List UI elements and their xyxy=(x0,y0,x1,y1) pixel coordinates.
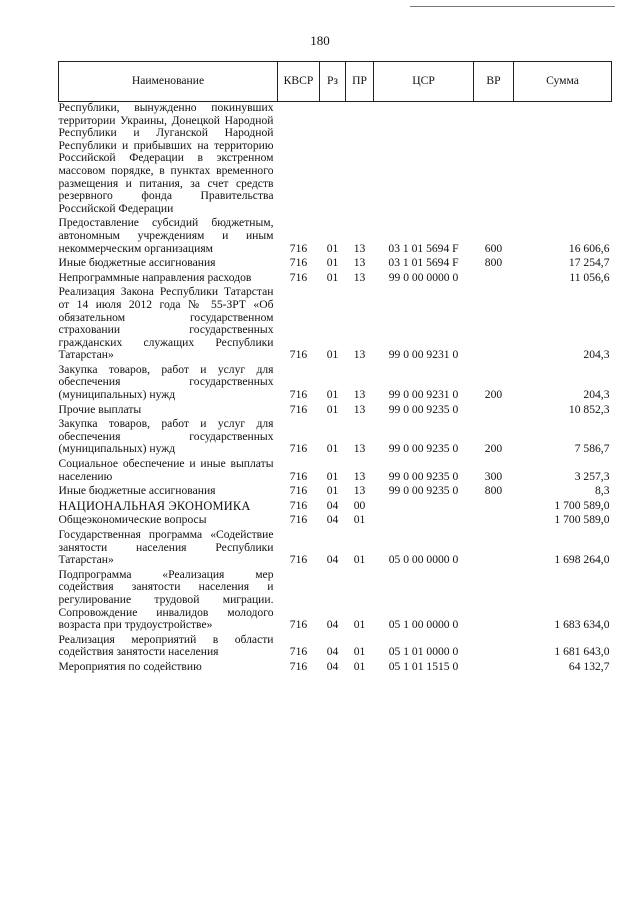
column-header-rz: Рз xyxy=(320,62,346,102)
top-rule xyxy=(410,6,615,7)
row-rz: 01 xyxy=(326,388,339,402)
column-header-kvsr: КВСР xyxy=(278,62,320,102)
row-rz: 01 xyxy=(326,270,339,284)
row-name: Иные бюджетные ассигнования xyxy=(58,256,216,270)
row-rz: 01 xyxy=(326,348,339,362)
row-kvsr: 716 xyxy=(289,513,308,527)
table-row xyxy=(59,102,612,218)
row-rz: 04 xyxy=(326,553,339,567)
row-kvsr xyxy=(278,102,320,218)
row-kvsr: 716 xyxy=(289,618,308,632)
row-name: Закупка товаров, работ и услуг для обеспечения государственных (муниципальных) нужд xyxy=(58,362,274,402)
row-vr xyxy=(474,514,514,529)
row-rz: 04 xyxy=(326,513,339,527)
row-kvsr: 716 xyxy=(289,645,308,659)
row-name: Подпрограмма «Реализация мер содействия занятости населения и регулирование трудовой миграции. Сопровождение инвалидов молодого возраста при трудоустройстве» xyxy=(58,567,274,632)
row-rz: 04 xyxy=(326,659,339,673)
table-row xyxy=(59,404,612,419)
row-rz: 04 xyxy=(326,645,339,659)
row-kvsr: 716 xyxy=(289,402,308,416)
row-sum: 11 056,6 xyxy=(569,270,610,284)
row-csr: 05 1 01 0000 0 xyxy=(388,645,459,659)
row-vr: 200 xyxy=(484,442,503,456)
table-row xyxy=(59,634,612,661)
row-sum: 17 254,7 xyxy=(568,256,610,270)
table-row xyxy=(59,286,612,364)
row-csr: 05 1 00 0000 0 xyxy=(388,618,459,632)
row-name: Реализация мероприятий в области содействия занятости населения xyxy=(58,632,274,659)
row-vr xyxy=(474,529,514,569)
row-pr: 01 xyxy=(353,645,366,659)
row-sum: 10 852,3 xyxy=(568,402,610,416)
row-pr: 01 xyxy=(353,553,366,567)
row-csr: 99 0 00 9235 0 xyxy=(388,442,459,456)
row-kvsr: 716 xyxy=(289,270,308,284)
row-name: Закупка товаров, работ и услуг для обеспечения государственных (муниципальных) нужд xyxy=(58,417,274,456)
row-name: Социальное обеспечение и иные выплаты населению xyxy=(58,457,274,483)
row-name: Прочие выплаты xyxy=(58,402,142,416)
row-pr: 13 xyxy=(353,270,366,284)
row-kvsr: 716 xyxy=(289,241,308,255)
row-rz: 04 xyxy=(326,498,339,512)
row-vr: 300 xyxy=(484,469,503,483)
table-row xyxy=(59,272,612,287)
row-csr: 03 1 01 5694 F xyxy=(388,256,459,270)
row-pr: 13 xyxy=(353,402,366,416)
row-sum: 64 132,7 xyxy=(568,659,610,673)
row-vr xyxy=(474,286,514,364)
row-kvsr: 716 xyxy=(289,553,308,567)
table-header-row xyxy=(59,62,612,102)
row-rz: 01 xyxy=(326,241,339,255)
row-pr: 00 xyxy=(353,498,366,512)
row-pr: 13 xyxy=(353,348,366,362)
column-header-pr: ПР xyxy=(346,62,374,102)
row-kvsr: 716 xyxy=(289,348,308,362)
table-row xyxy=(59,458,612,485)
row-rz: 04 xyxy=(326,618,339,632)
row-vr: 800 xyxy=(484,256,503,270)
table-row xyxy=(59,529,612,569)
row-csr xyxy=(374,500,474,515)
row-vr: 200 xyxy=(484,388,503,402)
row-csr: 99 0 00 9231 0 xyxy=(388,348,459,362)
table-row xyxy=(59,485,612,500)
row-kvsr: 716 xyxy=(289,484,308,498)
row-pr: 13 xyxy=(353,442,366,456)
row-sum: 204,3 xyxy=(583,388,610,402)
row-sum: 1 698 264,0 xyxy=(554,553,610,567)
row-name: Общеэкономические вопросы xyxy=(58,513,207,527)
row-name: Государственная программа «Содействие занятости населения Республики Татарстан» xyxy=(58,528,274,567)
row-sum: 1 700 589,0 xyxy=(554,513,610,527)
row-pr: 01 xyxy=(353,659,366,673)
row-name: Мероприятия по содействию xyxy=(58,659,202,673)
row-sum xyxy=(514,102,612,218)
row-csr: 99 0 00 9235 0 xyxy=(388,469,459,483)
table-row xyxy=(59,217,612,257)
row-pr: 01 xyxy=(353,513,366,527)
row-csr xyxy=(374,102,474,218)
table-row xyxy=(59,661,612,676)
row-sum: 204,3 xyxy=(583,348,610,362)
row-csr: 99 0 00 9231 0 xyxy=(388,388,459,402)
row-name: Непрограммные направления расходов xyxy=(58,270,252,284)
row-name: Республики, вынужденно покинувших территории Украины, Донецкой Народной Республики и Луганской Народной Республики и прибывших на территорию Российской Федерации в экстренном массовом порядке, в пунктах временного размещения и питания, за счет средств резервного фонда Правительства Российской Федерации xyxy=(58,101,274,215)
table-row xyxy=(59,514,612,529)
table-row xyxy=(59,364,612,404)
table-row xyxy=(59,418,612,458)
row-vr xyxy=(474,569,514,634)
row-sum: 3 257,3 xyxy=(574,469,610,483)
row-kvsr: 716 xyxy=(289,256,308,270)
row-pr: 13 xyxy=(353,469,366,483)
row-name: НАЦИОНАЛЬНАЯ ЭКОНОМИКА xyxy=(58,498,251,513)
row-pr xyxy=(346,102,374,218)
row-csr: 99 0 00 9235 0 xyxy=(388,402,459,416)
row-rz xyxy=(320,102,346,218)
row-kvsr: 716 xyxy=(289,442,308,456)
row-sum: 7 586,7 xyxy=(574,442,610,456)
row-vr xyxy=(474,272,514,287)
row-sum: 1 700 589,0 xyxy=(554,498,610,512)
row-csr: 99 0 00 9235 0 xyxy=(388,484,459,498)
row-pr: 01 xyxy=(353,618,366,632)
row-vr xyxy=(474,102,514,218)
row-pr: 13 xyxy=(353,241,366,255)
row-csr xyxy=(374,514,474,529)
table-row xyxy=(59,569,612,634)
column-header-sum: Сумма xyxy=(514,62,612,102)
table-row xyxy=(59,500,612,515)
row-vr xyxy=(474,634,514,661)
row-rz: 01 xyxy=(326,402,339,416)
row-pr: 13 xyxy=(353,484,366,498)
row-kvsr: 716 xyxy=(289,388,308,402)
row-sum: 16 606,6 xyxy=(568,241,610,255)
row-rz: 01 xyxy=(326,484,339,498)
row-sum: 1 681 643,0 xyxy=(554,645,610,659)
column-header-csr: ЦСР xyxy=(374,62,474,102)
table-row xyxy=(59,257,612,272)
row-kvsr: 716 xyxy=(289,469,308,483)
budget-table xyxy=(58,61,612,676)
row-csr: 99 0 00 0000 0 xyxy=(388,270,459,284)
row-sum: 8,3 xyxy=(595,484,610,498)
row-rz: 01 xyxy=(326,256,339,270)
row-rz: 01 xyxy=(326,469,339,483)
page-number: 180 xyxy=(310,33,330,48)
row-vr xyxy=(474,661,514,676)
row-csr: 03 1 01 5694 F xyxy=(388,241,459,255)
row-kvsr: 716 xyxy=(289,498,308,512)
row-vr xyxy=(474,500,514,515)
row-rz: 01 xyxy=(326,442,339,456)
row-csr: 05 1 01 1515 0 xyxy=(388,659,459,673)
row-vr: 800 xyxy=(484,484,503,498)
row-name: Иные бюджетные ассигнования xyxy=(58,484,216,498)
column-header-name: Наименование xyxy=(59,62,278,102)
row-sum: 1 683 634,0 xyxy=(554,618,610,632)
row-vr xyxy=(474,404,514,419)
row-name: Предоставление субсидий бюджетным, автономным учреждениям и иным некоммерческим организациям xyxy=(58,216,274,255)
row-csr: 05 0 00 0000 0 xyxy=(388,553,459,567)
row-vr: 600 xyxy=(484,241,503,255)
column-header-vr: ВР xyxy=(474,62,514,102)
row-pr: 13 xyxy=(353,256,366,270)
row-name: Реализация Закона Республики Татарстан от 14 июля 2012 года № 55-ЗРТ «Об обязательном государственном страховании государственных гражданских служащих Республики Татарстан» xyxy=(58,285,274,362)
row-kvsr: 716 xyxy=(289,659,308,673)
row-pr: 13 xyxy=(353,388,366,402)
